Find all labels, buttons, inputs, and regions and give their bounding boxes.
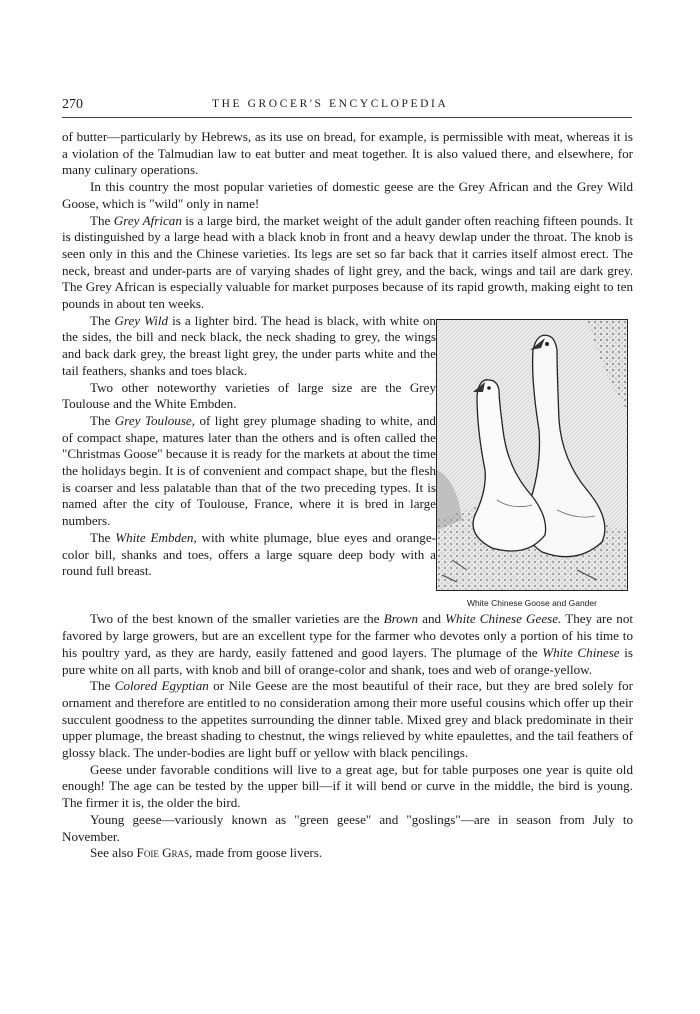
geese-engraving xyxy=(437,320,627,590)
body-text xyxy=(62,129,633,862)
paragraph: The Grey Wild is a lighter bird. The head is black, with white on the sides, the bill and neck black, the neck shading to grey, the wings and back dark grey, the breast light grey, the under parts white and the tail feathers, shanks and toes black. xyxy=(62,312,436,378)
page-header xyxy=(62,97,632,113)
paragraph: Two of the best known of the smaller varieties are the Brown and White Chinese Geese. They are not favored by large growers, but are an excellent type for the farmer who devotes only a portion of his time to his poultry yard, as they are hardy, easily fattened and good layers. The plumage of the White Chinese is pure white on all parts, with knob and bill of orange-color and shank, toes and web of orange-yellow. xyxy=(62,611,634,677)
cross-reference: Foie Gras, xyxy=(136,845,193,861)
running-head: THE GROCER'S ENCYCLOPEDIA xyxy=(212,98,449,110)
paragraph: The Colored Egyptian or Nile Geese are the most beautiful of their race, but they are bred solely for ornament and therefore are entitled to no consideration among their more useful cousins which offer up their succulent goodness to the appetites surrounding the dinner table. Mixed grey and black predominate in their upper plumage, the breast shading to chestnut, the wings relieved by white epaulettes, and the tail feathers of glossy black. The under-bodies are light buff or yellow with black pencilings. xyxy=(62,678,633,761)
page-number: 270 xyxy=(62,97,83,112)
figure xyxy=(436,319,633,612)
paragraph: See also Foie Gras, made from goose livers. xyxy=(90,845,323,861)
paragraph: Young geese—variously known as "green geese" and "goslings"—are in season from July to November. xyxy=(62,811,633,844)
paragraph: The Grey Toulouse, of light grey plumage shading to white, and of compact shape, matures later than the others and is often called the "Christmas Goose" because it is ready for the markets at about the time the holidays begin. It is of convenient and compact shape, but the flesh is coarser and less palatable than that of the two preceding types. It is named after the city of Toulouse, France, where it is bred in large numbers. xyxy=(62,412,436,529)
paragraph: Two other noteworthy varieties of large size are the Grey Toulouse and the White Embden. xyxy=(62,379,436,412)
paragraph: In this country the most popular varieties of domestic geese are the Grey African and the Grey Wild Goose, which is "wild" only in name! xyxy=(62,179,633,211)
paragraph: The White Embden, with white plumage, blue eyes and orange-color bill, shanks and toes, offers a large square deep body with a round full breast. xyxy=(62,529,436,579)
paragraph: The Grey African is a large bird, the market weight of the adult gander often reaching fifteen pounds. It is distinguished by a large head with a black knob in front and a heavy dewlap under the throat. The knob is seen only in this and the Chinese varieties. Its legs are set so far back that it carries itself almost erect. The neck, breast and under-parts are of varying shades of light grey, and the back, wings and tail are dark grey. The Grey African is especially valuable for market purposes because of its rapid growth, making eight to ten pounds in about ten weeks. xyxy=(62,212,633,312)
paragraph: of butter—particularly by Hebrews, as its use on bread, for example, is permissible with meat, whereas it is a violation of the Talmudian law to eat butter and meat together. It is also valued there, and elsewhere, for many culinary operations. xyxy=(62,129,633,178)
header-rule xyxy=(62,117,632,118)
paragraph: Geese under favorable conditions will live to a great age, but for table purposes one year is quite old enough! The age can be tested by the upper bill—if it will bend or curve in the middle, the bird is young. The firmer it is, the older the bird. xyxy=(62,761,633,811)
geese-illustration xyxy=(436,319,628,591)
figure-caption: White Chinese Goose and Gander xyxy=(467,597,597,608)
